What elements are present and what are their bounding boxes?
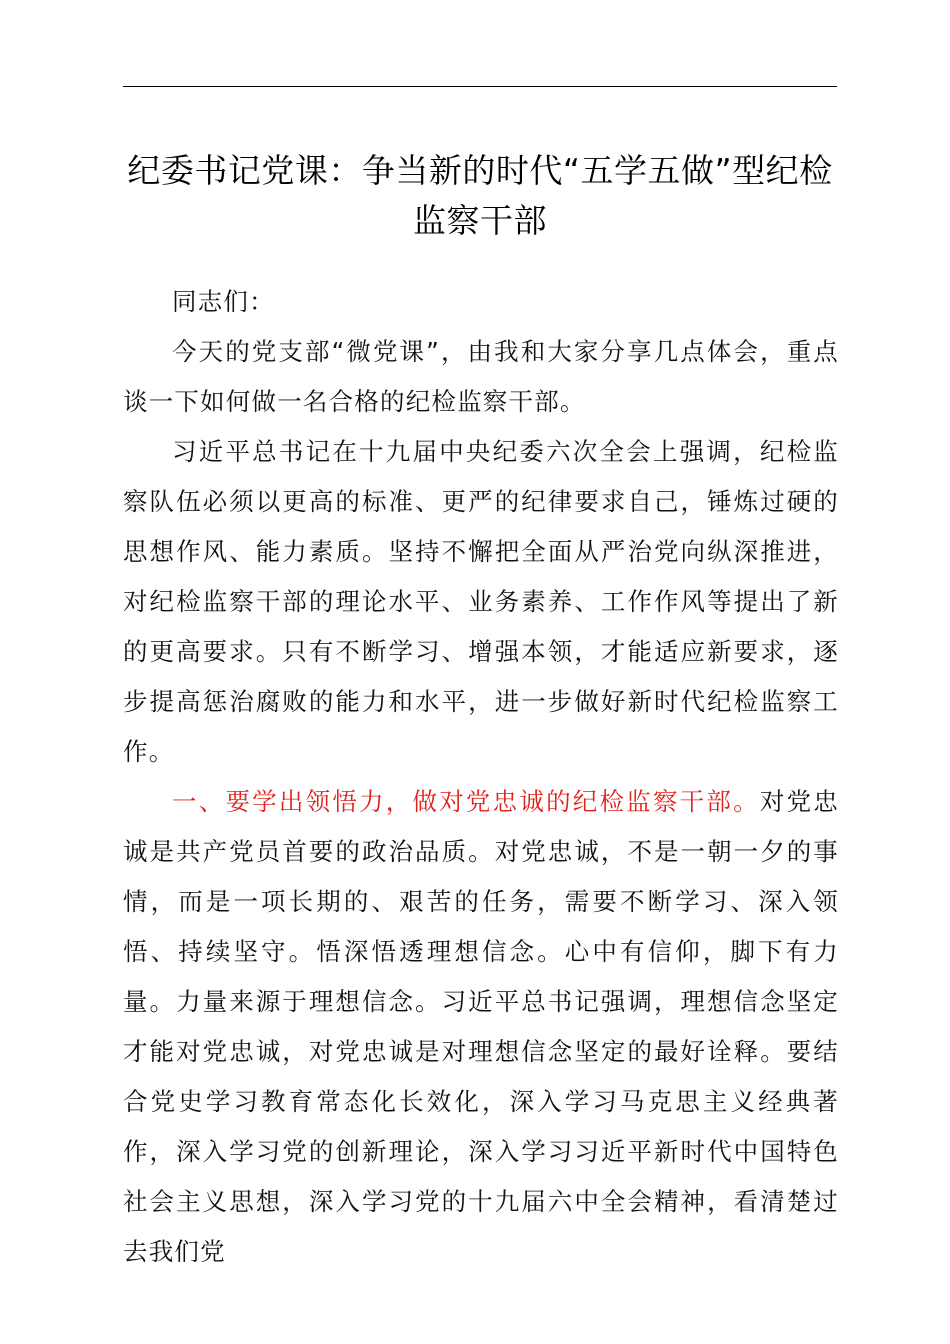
salutation: 同志们： [172, 287, 275, 316]
section-1-heading: 一、要学出领悟力，做对党忠诚的纪检监察干部。 [172, 787, 760, 816]
paragraph-section-1 [123, 777, 839, 1277]
document-title: 纪委书记党课：争当新的时代“五学五做”型纪检监察干部 [127, 151, 833, 240]
header-rule [123, 86, 837, 87]
paragraph-intro: 今天的党支部“微党课”，由我和大家分享几点体会，重点谈一下如何做一名合格的纪检监察干部。 [123, 337, 839, 416]
paragraph-context: 习近平总书记在十九届中央纪委六次全会上强调，纪检监察队伍必须以更高的标准、更严的纪律要求自己，锤炼过硬的思想作风、能力素质。坚持不懈把全面从严治党向纵深推进，对纪检监察干部的理论水平、业务素养、工作作风等提出了新的更高要求。只有不断学习、增强本领，才能适应新要求，逐步提高惩治腐败的能力和水平，进一步做好新时代纪检监察工作。 [123, 437, 839, 766]
section-1-body: 对党忠诚是共产党员首要的政治品质。对党忠诚，不是一朝一夕的事情，而是一项长期的、艰苦的任务，需要不断学习、深入领悟、持续坚守。悟深悟透理想信念。心中有信仰，脚下有力量。力量来源于理想信念。习近平总书记强调，理想信念坚定才能对党忠诚，对党忠诚是对理想信念坚定的最好诠释。要结合党史学习教育常态化长效化，深入学习马克思主义经典著作，深入学习党的创新理论，深入学习习近平新时代中国特色社会主义思想，深入学习党的十九届六中全会精神，看清楚过去我们党 [123, 787, 839, 1266]
document-body [123, 277, 839, 1277]
